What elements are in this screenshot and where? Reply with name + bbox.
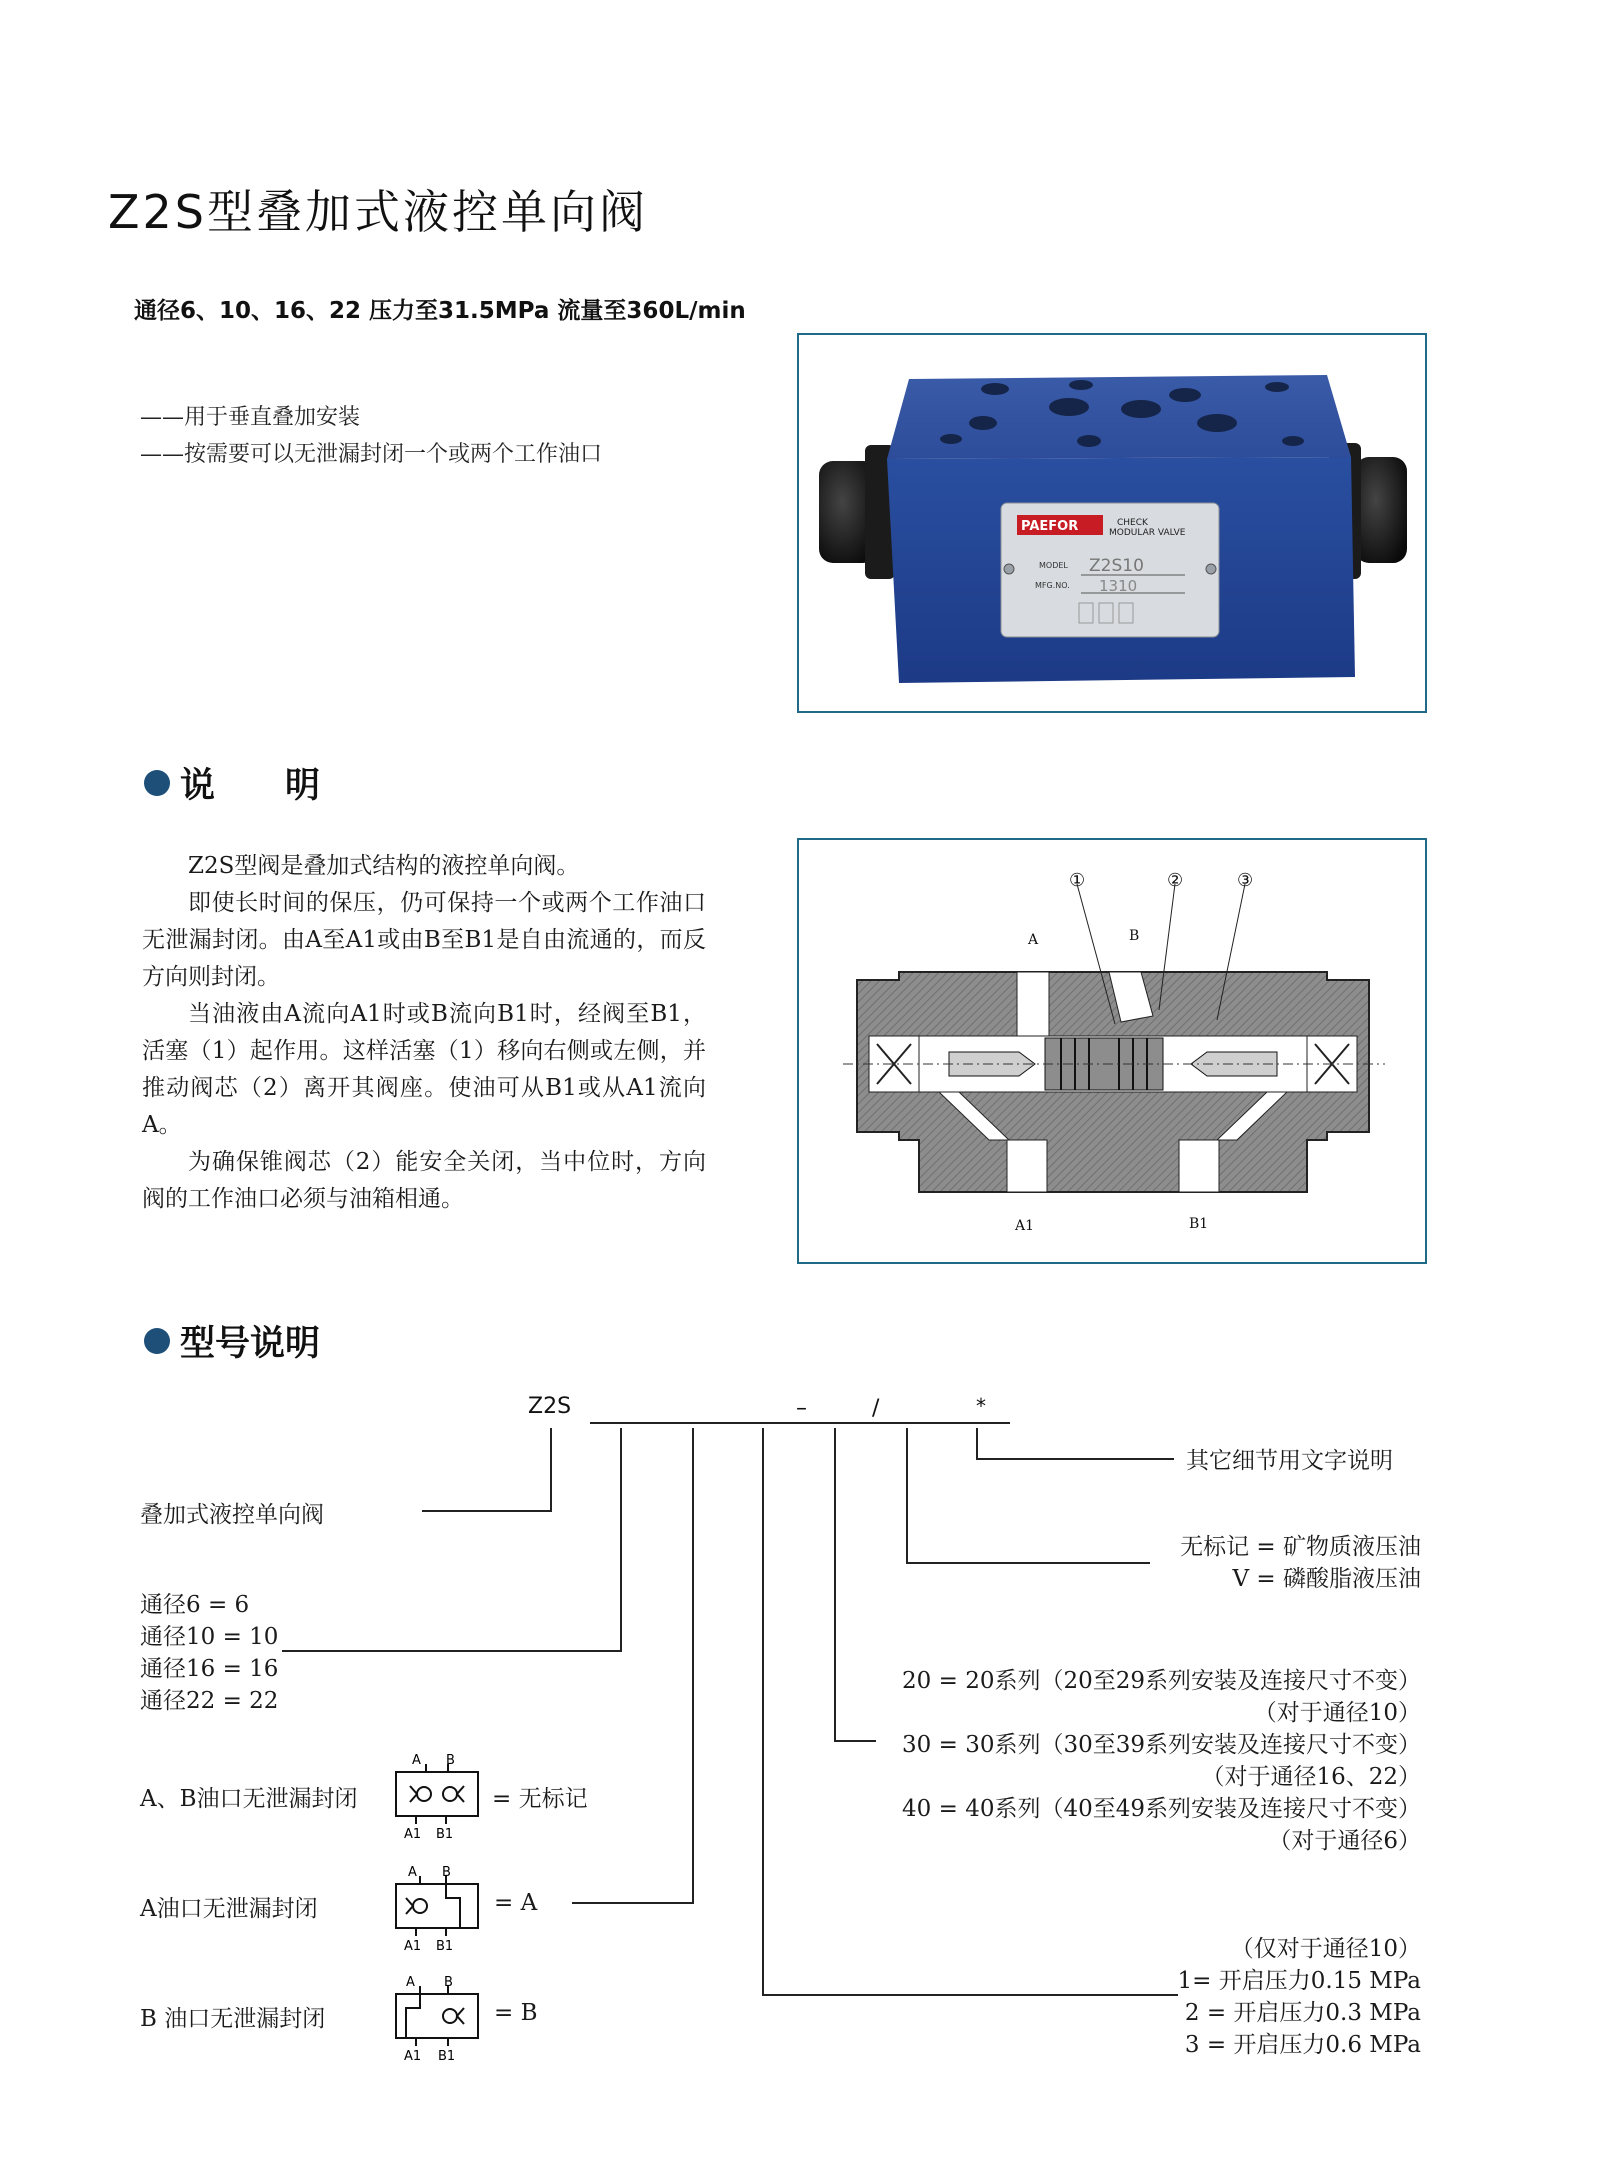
series-40-note: （对于通径6） (1268, 1828, 1421, 1854)
code-star: * (976, 1394, 986, 1418)
description-para-4: 为确保锥阀芯（2）能安全关闭，当中位时，方向阀的工作油口必须与油箱相通。 (142, 1149, 706, 1212)
type-label: 叠加式液控单向阀 (140, 1502, 324, 1528)
svg-text:A1: A1 (404, 1939, 422, 1952)
callout-2: ② (1167, 870, 1184, 891)
variant-ab-code: = 无标记 (492, 1786, 588, 1812)
svg-text:A: A (412, 1753, 421, 1768)
plate-model-value: Z2S10 (1089, 556, 1144, 576)
svg-text:A: A (408, 1865, 417, 1880)
callout-3: ③ (1237, 870, 1254, 891)
valve-photo (799, 335, 1425, 711)
cracking-1: 1= 开启压力0.15 MPa (1177, 1968, 1421, 1994)
svg-text:A1: A1 (404, 1827, 422, 1840)
size-10: 通径10 = 10 (140, 1624, 279, 1650)
valve-section-diagram (799, 840, 1425, 1262)
port-b1-label: B1 (1189, 1216, 1209, 1232)
bullet-dot-icon (144, 770, 170, 796)
svg-text:B1: B1 (436, 1827, 454, 1840)
plate-line1: CHECK (1117, 518, 1148, 528)
port-a1-label: A1 (1015, 1218, 1035, 1234)
svg-text:B: B (444, 1975, 453, 1990)
port-b-label: B (1129, 928, 1140, 944)
plate-brand: PAEFOR (1021, 519, 1079, 534)
description-para-3: 当油液由A流向A1时或B流向B1时，经阀至B1，活塞（1）起作用。这样活塞（1）移向右侧或左侧，并推动阀芯（2）离开其阀座。使油可从B1或从A1流向A。 (142, 1001, 706, 1138)
plate-model-label: MODEL (1039, 561, 1068, 570)
cracking-2: 2 = 开启压力0.3 MPa (1184, 2000, 1421, 2026)
plate-line2: MODULAR VALVE (1109, 528, 1186, 538)
section-diagram-frame (797, 838, 1427, 1264)
cracking-3: 3 = 开启压力0.6 MPa (1184, 2032, 1421, 2058)
description-text (142, 848, 706, 1218)
variant-b-label: B 油口无泄漏封闭 (140, 2006, 326, 2032)
variant-a-label: A油口无泄漏封闭 (140, 1896, 318, 1922)
svg-text:B1: B1 (436, 1939, 454, 1952)
right-knob (1355, 457, 1407, 563)
description-para-1: Z2S型阀是叠加式结构的液控单向阀。 (188, 853, 580, 879)
series-20-note: （对于通径10） (1253, 1700, 1421, 1726)
symbol-a-check-icon (390, 1862, 490, 1952)
size-6: 通径6 = 6 (140, 1592, 250, 1618)
other-details-label: 其它细节用文字说明 (1186, 1448, 1393, 1474)
description-para-2: 即使长时间的保压，仍可保持一个或两个工作油口无泄漏封闭。由A至A1或由B至B1是自由流通的，而反方向则封闭。 (142, 890, 706, 990)
size-16: 通径16 = 16 (140, 1656, 279, 1682)
plate-mfg-value: 1310 (1099, 577, 1138, 595)
series-20: 20 = 20系列（20至29系列安装及连接尺寸不变） (902, 1668, 1421, 1694)
svg-text:B: B (442, 1865, 451, 1880)
symbol-ab-check-icon (390, 1750, 490, 1840)
svg-text:A1: A1 (404, 2049, 422, 2062)
cracking-note: （仅对于通径10） (1230, 1936, 1421, 1962)
code-sep-slash: / (872, 1396, 880, 1421)
svg-text:B: B (446, 1753, 455, 1768)
seal-none-label: 无标记 = 矿物质液压油 (1180, 1534, 1421, 1560)
symbol-b-check-icon (390, 1972, 490, 2062)
series-40: 40 = 40系列（40至49系列安装及连接尺寸不变） (902, 1796, 1421, 1822)
size-22: 通径22 = 22 (140, 1688, 279, 1714)
section-model-heading: 型号说明 (144, 1316, 320, 1366)
seal-v-label: V = 磷酸脂液压油 (1232, 1566, 1421, 1592)
svg-text:A: A (406, 1975, 415, 1990)
section-description-heading: 说 明 (144, 758, 320, 808)
feature-1: ——用于垂直叠加安装 (140, 405, 361, 430)
series-30-note: （对于通径16、22） (1201, 1764, 1421, 1790)
svg-text:B1: B1 (438, 2049, 456, 2062)
code-sep-dash: – (796, 1396, 807, 1421)
spec-subtitle: 通径6、10、16、22 压力至31.5MPa 流量至360L/min (134, 298, 746, 324)
port-a-label: A (1028, 932, 1039, 948)
variant-ab-label: A、B油口无泄漏封闭 (140, 1786, 358, 1812)
page-title: Z2S型叠加式液控单向阀 (108, 185, 648, 239)
code-underline (590, 1422, 1010, 1424)
series-30: 30 = 30系列（30至39系列安装及连接尺寸不变） (902, 1732, 1421, 1758)
feature-2: ——按需要可以无泄漏封闭一个或两个工作油口 (140, 442, 603, 467)
callout-1: ① (1069, 870, 1086, 891)
bullet-dot-icon (144, 1328, 170, 1354)
product-photo-frame (797, 333, 1427, 713)
code-prefix: Z2S (528, 1394, 572, 1419)
variant-a-code: = A (494, 1890, 538, 1916)
plate-mfg-label: MFG.NO. (1035, 581, 1070, 590)
variant-b-code: = B (494, 2000, 538, 2026)
